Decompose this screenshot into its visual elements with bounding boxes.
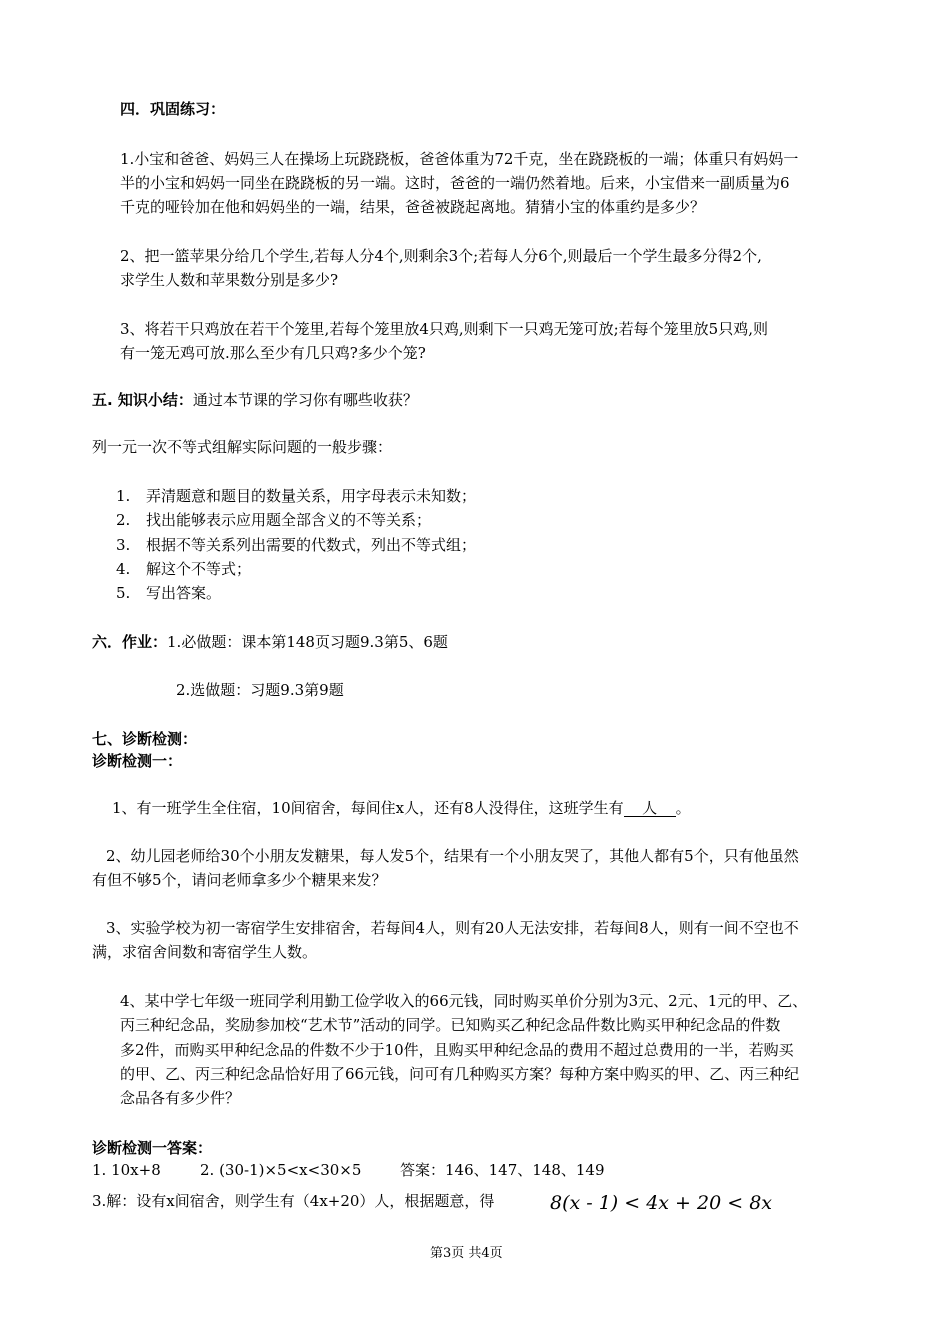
steps-intro: 列一元一次不等式组解实际问题的一般步骤： <box>92 438 393 456</box>
diagnostic-q4-line-4: 的甲、乙、丙三种纪念品恰好用了66元钱，问可有几种购买方案？每种方案中购买的甲、乙、丙三种纪 <box>120 1065 800 1083</box>
diagnostic-q1-end: 。 <box>675 799 691 817</box>
step-number: 4. <box>116 560 131 578</box>
step-text: 根据不等关系列出需要的代数式，列出不等式组； <box>146 536 477 554</box>
step-number: 5. <box>116 584 131 602</box>
inequality-formula: 8(x - 1) < 4x + 20 < 8x <box>550 1192 772 1214</box>
answers-heading: 诊断检测一答案： <box>92 1139 213 1157</box>
diagnostic-q1 <box>112 798 691 818</box>
diagnostic-q3-line-2: 满，求宿舍间数和寄宿学生人数。 <box>92 943 318 961</box>
answer-2-result: 答案：146、147、148、149 <box>400 1161 605 1179</box>
diagnostic-q4-line-3: 多2件，而购买甲种纪念品的件数不少于10件，且购买甲种纪念品的费用不超过总费用的一半，若购买 <box>120 1041 794 1059</box>
section-5-heading-row <box>92 390 418 410</box>
page-footer: 第3页 共4页 <box>430 1246 503 1261</box>
step-item <box>116 486 130 506</box>
section-4-heading: 四．巩固练习： <box>120 100 226 118</box>
step-item <box>116 559 130 579</box>
practice-1-line-1: 1.小宝和爸爸、妈妈三人在操场上玩跷跷板，爸爸体重为72千克，坐在跷跷板的一端；体重只有妈妈一 <box>120 150 799 168</box>
section-6-row <box>92 632 448 652</box>
diagnostic-q3-line-1: 3、实验学校为初一寄宿学生安排宿舍，若每间4人，则有20人无法安排，若每间8人，则有一间不空也不 <box>106 919 799 937</box>
practice-2-line-2: 求学生人数和苹果数分别是多少? <box>120 271 339 289</box>
section-7-heading: 七、诊断检测： <box>92 730 198 748</box>
step-item <box>116 535 130 555</box>
answer-3-setup: 3.解：设有x间宿舍，则学生有（4x+20）人，根据题意，得 <box>92 1192 495 1210</box>
step-number: 2. <box>116 511 131 529</box>
practice-2-line-1: 2、把一篮苹果分给几个学生,若每人分4个,则剩余3个;若每人分6个,则最后一个学生最多分得2个, <box>120 247 762 265</box>
step-number: 1. <box>116 487 131 505</box>
practice-3-line-2: 有一笼无鸡可放.那么至少有几只鸡?多少个笼? <box>120 344 426 362</box>
answer-1: 1. 10x+8 <box>92 1161 161 1179</box>
diagnostic-q4-line-5: 念品各有多少件？ <box>120 1089 241 1107</box>
section-5-question: 通过本节课的学习你有哪些收获？ <box>192 391 418 409</box>
diagnostic-q4-line-1: 4、某中学七年级一班同学利用勤工俭学收入的66元钱，同时购买单价分别为3元、2元、1元的甲、乙、 <box>120 992 808 1010</box>
practice-1-line-3: 千克的哑铃加在他和妈妈坐的一端，结果，爸爸被跷起离地。猜猜小宝的体重约是多少？ <box>120 198 706 216</box>
diagnostic-q4-line-2: 丙三种纪念品，奖励参加校“艺术节”活动的同学。已知购买乙种纪念品件数比购买甲种纪念品的件数 <box>120 1016 781 1034</box>
step-text: 解这个不等式； <box>146 560 252 578</box>
step-number: 3. <box>116 536 131 554</box>
practice-3-line-1: 3、将若干只鸡放在若干个笼里,若每个笼里放4只鸡,则剩下一只鸡无笼可放;若每个笼里放5只鸡,则 <box>120 320 768 338</box>
diagnostic-1-heading: 诊断检测一： <box>92 752 183 770</box>
answer-blank <box>624 800 676 817</box>
homework-required: 1.必做题：课本第148页习题9.3第5、6题 <box>167 633 448 651</box>
step-item <box>116 583 130 603</box>
step-text: 找出能够表示应用题全部含义的不等关系； <box>146 511 432 529</box>
section-6-heading: 六．作业： <box>92 633 168 651</box>
step-item <box>116 510 130 530</box>
answer-blank-unit: 人 <box>642 799 658 817</box>
homework-optional: 2.选做题：习题9.3第9题 <box>176 681 344 699</box>
section-5-heading: 五. 知识小结： <box>92 391 193 409</box>
diagnostic-q2-line-2: 有但不够5个，请问老师拿多少个糖果来发？ <box>92 871 387 889</box>
step-text: 写出答案。 <box>146 584 222 602</box>
practice-1-line-2: 半的小宝和妈妈一同坐在跷跷板的另一端。这时，爸爸的一端仍然着地。后来，小宝借来一副质量为6 <box>120 174 790 192</box>
step-text: 弄清题意和题目的数量关系，用字母表示未知数； <box>146 487 477 505</box>
diagnostic-q2-line-1: 2、幼儿园老师给30个小朋友发糖果，每人发5个，结果有一个小朋友哭了，其他人都有5个，只有他虽然 <box>106 847 799 865</box>
answer-2: 2. (30-1)×5<x<30×5 <box>200 1161 362 1179</box>
diagnostic-q1-text: 1、有一班学生全住宿，10间宿舍，每间住x人，还有8人没得住，这班学生有 <box>112 799 624 817</box>
